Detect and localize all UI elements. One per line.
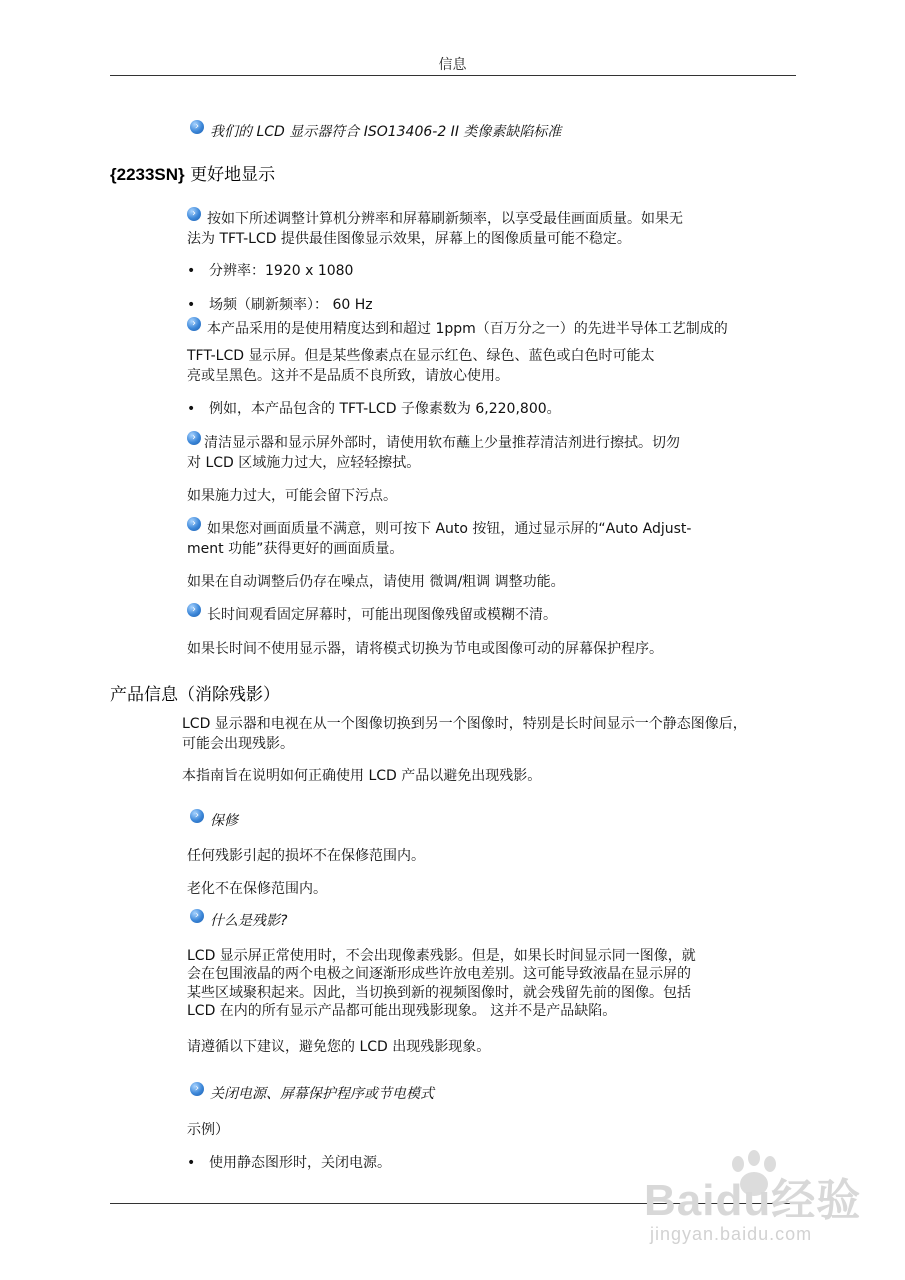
resolution-note-text1: 按如下所述调整计算机分辨率和屏幕刷新频率，以享受最佳画面质量。如果无 <box>207 211 683 227</box>
bullet-refresh-text: 场频（刷新频率）： 60 Hz <box>209 297 373 313</box>
bullet-pixels <box>187 400 561 418</box>
info-arrow-icon: › <box>187 431 201 445</box>
info-arrow-icon: › <box>190 1082 204 1096</box>
pixel-note-line2: TFT-LCD 显示屏。但是某些像素点在显示红色、绿色、蓝色或白色时可能太 <box>187 348 655 364</box>
auto-adjust-note-line3: 如果在自动调整后仍存在噪点，请使用 微调/粗调 调整功能。 <box>187 574 565 590</box>
cleaning-note-line2: 对 LCD 区域施力过大，应轻轻擦拭。 <box>187 455 421 471</box>
retention-advice: 请遵循以下建议，避免您的 LCD 出现残影现象。 <box>187 1039 491 1055</box>
model-name: {2233SN} <box>110 165 185 184</box>
watermark-logo: Baidu经验 <box>644 1176 862 1225</box>
baidu-watermark <box>644 1150 864 1260</box>
watermark-url: jingyan.baidu.com <box>650 1224 813 1244</box>
auto-adjust-note-text1: 如果您对画面质量不满意，则可按下 Auto 按钮，通过显示屏的“Auto Adjust- <box>207 521 692 537</box>
warranty-line2: 老化不在保修范围内。 <box>187 881 327 897</box>
info-arrow-icon: › <box>187 317 201 331</box>
iso-note-text: 我们的 LCD 显示器符合 ISO13406-2 II 类像素缺陷标准 <box>210 124 562 140</box>
image-retention-note-line1 <box>187 606 557 624</box>
bullet-refresh <box>187 296 373 314</box>
info-arrow-icon: › <box>187 517 201 531</box>
what-is-retention-heading <box>190 912 287 930</box>
pixel-note-line3: 亮或呈黑色。这并不是品质不良所致，请放心使用。 <box>187 368 509 384</box>
bullet-static-image <box>187 1154 391 1172</box>
what-line4: LCD 在内的所有显示产品都可能出现残影现象。 这并不是产品缺陷。 <box>187 1003 617 1019</box>
bullet-dot: • <box>187 263 196 279</box>
cleaning-note-text1: 清洁显示器和显示屏外部时，请使用软布蘸上少量推荐清洁剂进行擦拭。切勿 <box>204 435 680 451</box>
pixel-note-text1: 本产品采用的是使用精度达到和超过 1ppm（百万分之一）的先进半导体工艺制成的 <box>207 321 728 337</box>
what-line3: 某些区域聚积起来。因此，当切换到新的视频图像时，就会残留先前的图像。包括 <box>187 985 691 1001</box>
section-title-image-retention: 产品信息（消除残影） <box>110 685 280 705</box>
image-retention-note-text1: 长时间观看固定屏幕时，可能出现图像残留或模糊不清。 <box>207 607 557 623</box>
warranty-line1: 任何残影引起的损坏不在保修范围内。 <box>187 848 425 864</box>
power-off-heading-text: 关闭电源、屏幕保护程序或节电模式 <box>210 1086 434 1102</box>
info-arrow-icon: › <box>190 120 204 134</box>
header-rule <box>110 75 796 76</box>
page-header-title: 信息 <box>438 57 467 73</box>
warranty-heading <box>190 812 238 830</box>
what-is-retention-heading-text: 什么是残影? <box>210 913 288 929</box>
retention-guide: 本指南旨在说明如何正确使用 LCD 产品以避免出现残影。 <box>182 768 542 784</box>
bullet-dot: • <box>187 401 196 417</box>
resolution-note-line2: 法为 TFT-LCD 提供最佳图像显示效果，屏幕上的图像质量可能不稳定。 <box>187 231 631 247</box>
auto-adjust-note-line1 <box>187 520 691 538</box>
info-arrow-icon: › <box>190 909 204 923</box>
auto-adjust-note-line2: ment 功能”获得更好的画面质量。 <box>187 541 404 557</box>
retention-intro-line2: 可能会出现残影。 <box>182 736 294 752</box>
pixel-note-line1 <box>187 320 728 338</box>
bullet-resolution-text: 分辨率：1920 x 1080 <box>209 263 354 279</box>
info-arrow-icon: › <box>190 809 204 823</box>
bullet-resolution <box>187 262 354 280</box>
iso-note <box>190 123 561 141</box>
info-arrow-icon: › <box>187 207 201 221</box>
image-retention-note-line2: 如果长时间不使用显示器，请将模式切换为节电或图像可动的屏幕保护程序。 <box>187 641 663 657</box>
what-line2: 会在包围液晶的两个电极之间逐渐形成些许放电差别。这可能导致液晶在显示屏的 <box>187 966 691 982</box>
what-line1: LCD 显示屏正常使用时，不会出现像素残影。但是，如果长时间显示同一图像，就 <box>187 948 696 964</box>
cleaning-note-line1 <box>187 434 680 452</box>
warranty-heading-text: 保修 <box>210 813 238 829</box>
bullet-static-image-text: 使用静态图形时，关闭电源。 <box>209 1155 391 1171</box>
info-arrow-icon: › <box>187 603 201 617</box>
bullet-dot: • <box>187 1155 196 1171</box>
power-off-heading <box>190 1085 434 1103</box>
section-title-display <box>110 160 275 185</box>
resolution-note-line1 <box>187 210 683 228</box>
section-title-text: 更好地显示 <box>184 165 276 185</box>
example-label: 示例） <box>187 1122 229 1138</box>
bullet-dot: • <box>187 297 196 313</box>
cleaning-note-line3: 如果施力过大，可能会留下污点。 <box>187 488 397 504</box>
retention-intro-line1: LCD 显示器和电视在从一个图像切换到另一个图像时，特别是长时间显示一个静态图像后， <box>182 716 747 732</box>
bullet-pixels-text: 例如，本产品包含的 TFT-LCD 子像素数为 6,220,800。 <box>209 401 561 417</box>
